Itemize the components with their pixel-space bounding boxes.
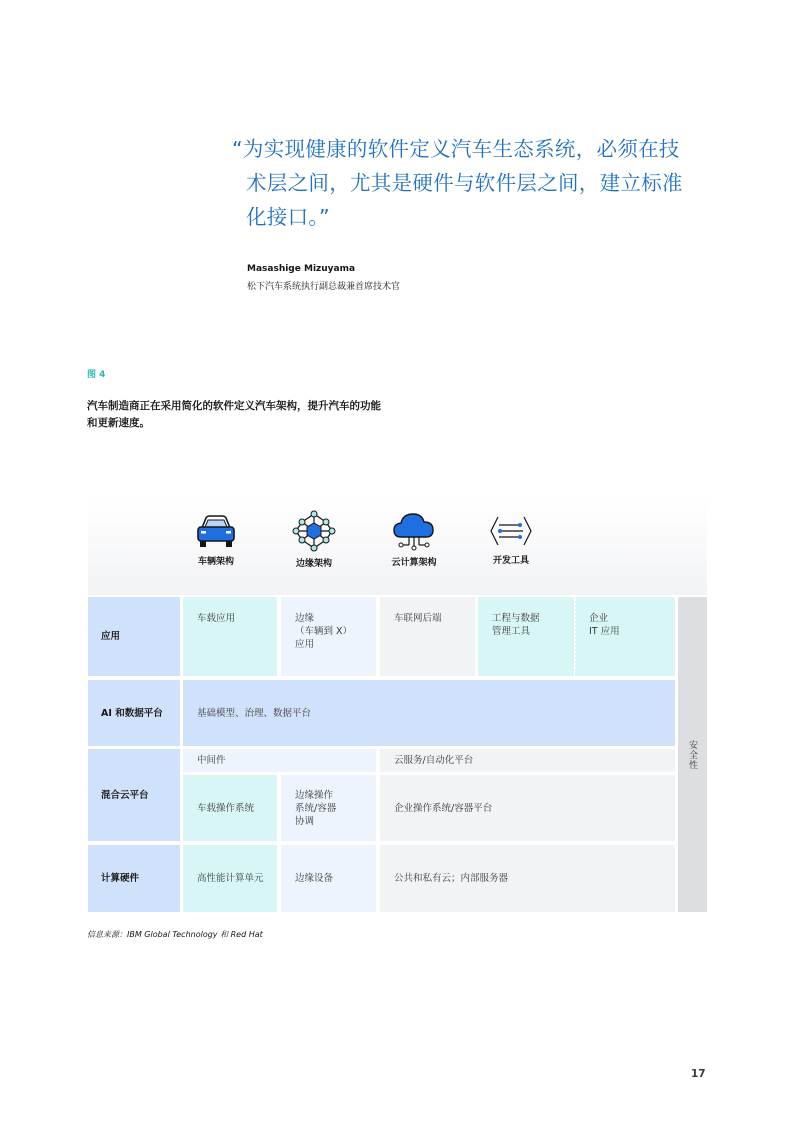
- quote-line-3: 化接口。”: [246, 205, 330, 229]
- figure-label: 图 4: [87, 370, 106, 380]
- cell-cloud-services: 云服务/自动化平台: [380, 749, 675, 772]
- author-name: Masashige Mizuyama: [247, 264, 356, 274]
- vehicle-architecture: [185, 512, 247, 567]
- cell-engineering-data-tools: 工程与数据 管理工具: [478, 597, 574, 676]
- security-label: 安全性: [687, 739, 697, 770]
- vehicle-architecture-label: 车辆架构: [197, 557, 234, 567]
- cell-in-vehicle-apps: 车载应用: [183, 597, 277, 676]
- cell-enterprise-it-apps: 企业 IT 应用: [575, 597, 675, 676]
- row-header-apps: 应用: [88, 597, 180, 676]
- network-icon: [292, 510, 336, 552]
- row-header-ai-data: AI 和数据平台: [88, 680, 180, 746]
- cell-connected-vehicle-backend: 车联网后端: [380, 597, 475, 676]
- cell-foundation-models: 基础模型、治理、数据平台: [183, 680, 675, 746]
- cell-middleware: 中间件: [183, 749, 376, 772]
- cell-edge-devices: 边缘设备: [281, 845, 376, 912]
- author-title: 松下汽车系统执行副总裁兼首席技术官: [247, 282, 401, 292]
- quote-line-1: “为实现健康的软件定义汽车生态系统，必须在技: [232, 137, 680, 161]
- dev-tools-icon: [489, 513, 533, 549]
- figure-title-line-2: 和更新速度。: [87, 417, 150, 429]
- car-icon: [194, 512, 238, 550]
- security-column: [678, 597, 707, 912]
- row-header-compute-hardware: 计算硬件: [88, 845, 180, 912]
- cell-cloud-servers: 公共和私有云；内部服务器: [380, 845, 675, 912]
- pull-quote: [232, 132, 732, 234]
- dev-tools: [480, 513, 542, 566]
- page-number: 17: [691, 1068, 706, 1080]
- edge-architecture-label: 边缘架构: [295, 559, 332, 569]
- cloud-architecture: [381, 511, 447, 568]
- cloud-icon: [391, 511, 437, 551]
- row-header-hybrid-cloud: 混合云平台: [88, 749, 180, 841]
- cell-edge-os-container: 边缘操作 系统/容器 协调: [281, 775, 376, 841]
- source-note: 信息来源：IBM Global Technology 和 Red Hat: [87, 930, 263, 939]
- figure-title-line-1: 汽车制造商正在采用简化的软件定义汽车架构，提升汽车的功能: [87, 400, 381, 412]
- cell-enterprise-os-container: 企业操作系统/容器平台: [380, 775, 675, 841]
- cell-hpc-unit: 高性能计算单元: [183, 845, 277, 912]
- figure-title: [87, 398, 447, 432]
- dev-tools-label: 开发工具: [492, 556, 529, 566]
- dotted-separator: [574, 599, 576, 669]
- cell-in-vehicle-os: 车载操作系统: [183, 775, 277, 841]
- cell-edge-v2x-apps: 边缘 （车辆到 X） 应用: [281, 597, 376, 676]
- quote-line-2: 术层之间，尤其是硬件与软件层之间，建立标准: [246, 171, 683, 195]
- cloud-architecture-label: 云计算架构: [391, 558, 437, 568]
- edge-architecture: [283, 510, 345, 569]
